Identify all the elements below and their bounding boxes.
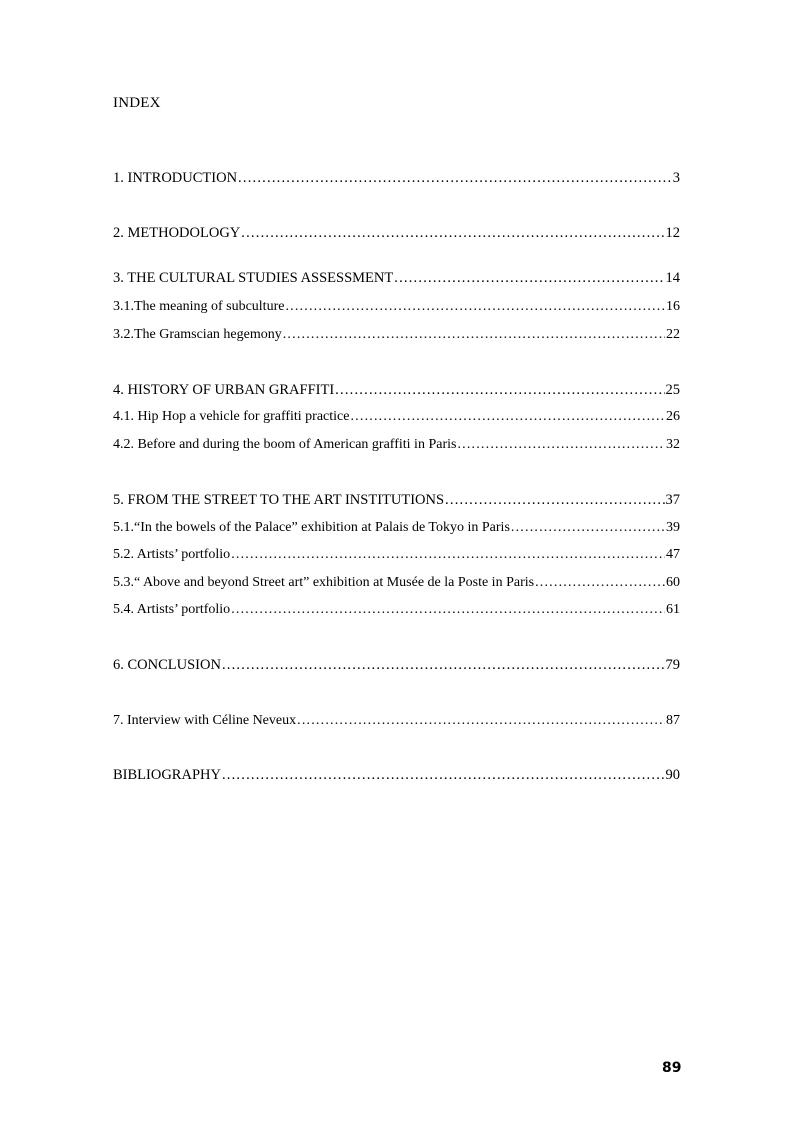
toc-entry-page: 79	[665, 657, 680, 673]
dot-leader	[457, 435, 665, 455]
toc-entry-page: 25	[665, 382, 680, 398]
toc-entry-page: 39	[666, 520, 680, 535]
toc-entry-title: 4.2. Before and during the boom of American graffiti in Paris	[113, 437, 457, 452]
toc-entry-title: 3.2.The Gramscian hegemony	[113, 327, 282, 342]
toc-entry-american-graffiti-paris[interactable]	[113, 435, 680, 455]
toc-entry-street-to-institutions[interactable]	[113, 490, 680, 510]
toc-entry-conclusion[interactable]	[113, 655, 680, 675]
toc-entry-subculture[interactable]	[113, 297, 680, 317]
toc-entry-page: 32	[666, 437, 680, 452]
toc-entry-title: 5.2. Artists’ portfolio	[113, 547, 231, 562]
toc-entry-title: 5.3.“ Above and beyond Street art” exhibition at Musée de la Poste in Paris	[113, 575, 535, 590]
toc-entry-artists-portfolio-1[interactable]	[113, 545, 680, 565]
dot-leader	[222, 765, 665, 785]
toc-entry-page: 3	[672, 170, 680, 186]
toc-entry-musee-de-la-poste[interactable]	[113, 573, 680, 593]
toc-entry-page: 61	[666, 602, 680, 617]
dot-leader	[350, 407, 665, 427]
toc-entry-methodology[interactable]	[113, 223, 680, 243]
toc-entry-page: 14	[665, 270, 680, 286]
dot-leader	[335, 380, 664, 400]
toc-entry-history-graffiti[interactable]	[113, 380, 680, 400]
index-heading: INDEX	[113, 95, 161, 111]
toc-entry-title: 2. METHODOLOGY	[113, 225, 241, 241]
toc-entry-artists-portfolio-2[interactable]	[113, 600, 680, 620]
dot-leader	[445, 490, 664, 510]
toc-entry-page: 90	[665, 767, 680, 783]
toc-entry-introduction[interactable]	[113, 168, 680, 188]
toc-entry-cultural-studies[interactable]	[113, 268, 680, 288]
toc-entry-page: 47	[666, 547, 680, 562]
toc-entry-title: 5.1.“In the bowels of the Palace” exhibition at Palais de Tokyo in Paris	[113, 520, 510, 535]
toc-entry-page: 22	[666, 327, 680, 342]
toc-entry-gramscian-hegemony[interactable]	[113, 325, 680, 345]
toc-entry-title: 5.4. Artists’ portfolio	[113, 602, 231, 617]
toc-entry-page: 16	[666, 299, 680, 314]
toc-entry-interview[interactable]	[113, 711, 680, 731]
dot-leader	[394, 268, 664, 288]
toc-entry-page: 60	[666, 575, 680, 590]
dot-leader	[241, 223, 664, 243]
toc-entry-title: 5. FROM THE STREET TO THE ART INSTITUTIONS	[113, 492, 445, 508]
page-number: 89	[662, 1060, 682, 1076]
toc-entry-title: 1. INTRODUCTION	[113, 170, 238, 186]
dot-leader	[283, 325, 665, 345]
dot-leader	[535, 573, 665, 593]
toc-entry-page: 12	[665, 225, 680, 241]
toc-entry-title: 7. Interview with Céline Neveux	[113, 713, 297, 728]
toc-entry-title: BIBLIOGRAPHY	[113, 767, 221, 783]
toc-entry-palais-de-tokyo[interactable]	[113, 518, 680, 538]
dot-leader	[511, 518, 665, 538]
dot-leader	[231, 545, 665, 565]
toc-entry-title: 3.1.The meaning of subculture	[113, 299, 285, 314]
toc-entry-title: 3. THE CULTURAL STUDIES ASSESSMENT	[113, 270, 394, 286]
dot-leader	[231, 600, 665, 620]
dot-leader	[297, 711, 665, 731]
toc-entry-title: 4.1. Hip Hop a vehicle for graffiti practice	[113, 409, 350, 424]
dot-leader	[238, 168, 672, 188]
toc-entry-page: 37	[665, 492, 680, 508]
toc-entry-page: 87	[666, 713, 680, 728]
toc-entry-title: 6. CONCLUSION	[113, 657, 221, 673]
dot-leader	[222, 655, 665, 675]
toc-entry-title: 4. HISTORY OF URBAN GRAFFITI	[113, 382, 335, 398]
toc-entry-hip-hop[interactable]	[113, 407, 680, 427]
dot-leader	[285, 297, 665, 317]
toc-entry-page: 26	[666, 409, 680, 424]
toc-entry-bibliography[interactable]	[113, 765, 680, 785]
